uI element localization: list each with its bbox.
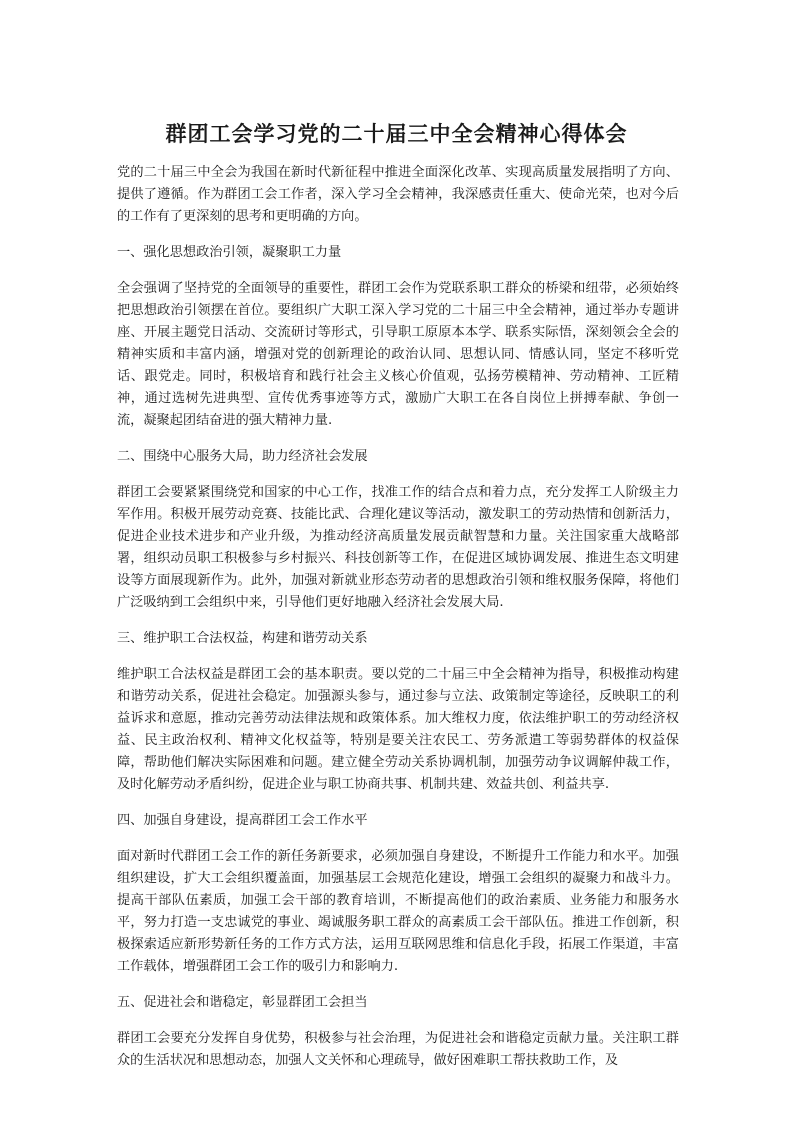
- section-paragraph: 全会强调了坚持党的全面领导的重要性，群团工会作为党联系职工群众的桥梁和纽带，必须始终把思想政治引领摆在首位。要组织广大职工深入学习党的二十届三中全会精神，通过举办专题讲座、开展主题党日活动、交流研讨等形式，引导职工原原本本学、联系实际悟，深刻领会全会的精神实质和丰富内涵，增强对党的创新理论的政治认同、思想认同、情感认同，坚定不移听党话、跟党走。同时，积极培育和践行社会主义核心价值观，弘扬劳模精神、劳动精神、工匠精神，通过选树先进典型、宣传优秀事迹等方式，激励广大职工在各自岗位上拼搏奉献、争创一流，凝聚起团结奋进的强大精神力量.: [117, 281, 679, 428]
- section-heading: 五、促进社会和谐稳定，彰显群团工会担当: [117, 995, 368, 1010]
- section-heading: 四、加强自身建设，提高群团工会工作水平: [117, 813, 368, 828]
- section-paragraph: 面对新时代群团工会工作的新任务新要求，必须加强自身建设，不断提升工作能力和水平。加强组织建设，扩大工会组织覆盖面，加强基层工会规范化建设，增强工会组织的凝聚力和战斗力。提高干部队伍素质，加强工会干部的教育培训，不断提高他们的政治素质、业务能力和服务水平，努力打造一支忠诚党的事业、竭诚服务职工群众的高素质工会干部队伍。推进工作创新，积极探索适应新形势新任务的工作方式方法，运用互联网思维和信息化手段，拓展工作渠道，丰富工作载体，增强群团工会工作的吸引力和影响力.: [117, 849, 679, 974]
- section-heading: 三、维护职工合法权益，构建和谐劳动关系: [117, 631, 368, 646]
- section-paragraph: 群团工会要紧紧围绕党和国家的中心工作，找准工作的结合点和着力点，充分发挥工人阶级主力军作用。积极开展劳动竞赛、技能比武、合理化建议等活动，激发职工的劳动热情和创新活力，促进企业技术进步和产业升级，为推动经济高质量发展贡献智慧和力量。关注国家重大战略部署，组织动员职工积极参与乡村振兴、科技创新等工作，在促进区域协调发展、推进生态文明建设等方面展现新作为。此外，加强对新就业形态劳动者的思想政治引领和维权服务保障，将他们广泛吸纳到工会组织中来，引导他们更好地融入经济社会发展大局.: [117, 485, 679, 610]
- section-heading: 一、强化思想政治引领，凝聚职工力量: [117, 245, 342, 260]
- section-heading: 二、围绕中心服务大局，助力经济社会发展: [117, 449, 368, 464]
- section-paragraph: 群团工会要充分发挥自身优势，积极参与社会治理，为促进社会和谐稳定贡献力量。关注职工群众的生活状况和思想动态，加强人文关怀和心理疏导，做好困难职工帮扶救助工作，及: [117, 1031, 679, 1068]
- section-paragraph: 维护职工合法权益是群团工会的基本职责。要以党的二十届三中全会精神为指导，积极推动构建和谐劳动关系，促进社会稳定。加强源头参与，通过参与立法、政策制定等途径，反映职工的利益诉求和意愿，推动完善劳动法律法规和政策体系。加大维权力度，依法维护职工的劳动经济权益、民主政治权利、精神文化权益等，特别是要关注农民工、劳务派遣工等弱势群体的权益保障，帮助他们解决实际困难和问题。建立健全劳动关系协调机制，加强劳动争议调解仲裁工作，及时化解劳动矛盾纠纷，促进企业与职工协商共事、机制共建、效益共创、利益共享.: [117, 667, 679, 792]
- document-body: [117, 162, 679, 1086]
- document-title: 群团工会学习党的二十届三中全会精神心得体会: [165, 121, 628, 146]
- intro-paragraph: 党的二十届三中全会为我国在新时代新征程中推进全面深化改革、实现高质量发展指明了方向、提供了遵循。作为群团工会工作者，深入学习全会精神，我深感责任重大、使命光荣，也对今后的工作有了更深刻的思考和更明确的方向。: [117, 165, 679, 224]
